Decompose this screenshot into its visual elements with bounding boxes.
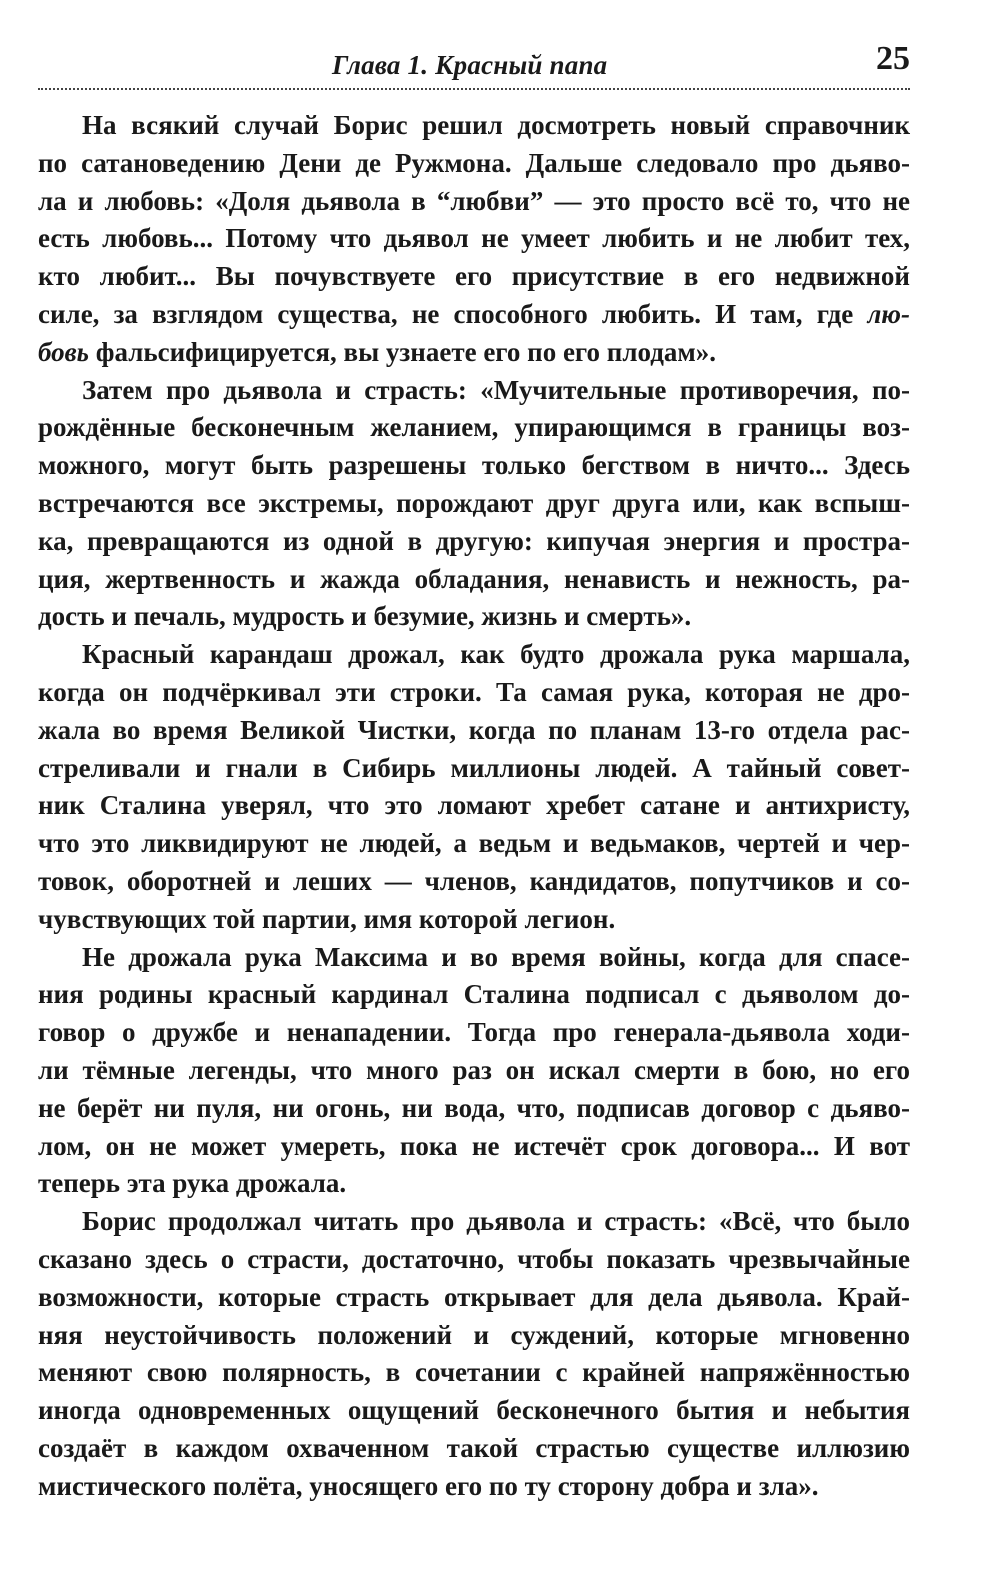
text-line: меняют свою полярность, в сочетании с крайней напряжённостью bbox=[38, 1357, 910, 1388]
text-line: чувствующих той партии, имя которой легион. bbox=[38, 903, 616, 934]
page-header bbox=[38, 38, 910, 90]
text-line: возможности, которые страсть открывает для дела дьявола. Край- bbox=[38, 1281, 910, 1312]
running-title: Глава 1. Красный папа bbox=[332, 50, 608, 80]
text-line: мистического полёта, уносящего его по ту сторону добра и зла». bbox=[38, 1470, 819, 1501]
text-line: кто любит... Вы почувствуете его присутствие в его недвижной bbox=[38, 261, 910, 292]
text-line: создаёт в каждом охваченном такой страстью существе иллюзию bbox=[38, 1432, 910, 1463]
text-line: можного, могут быть разрешены только бегством в ничто... Здесь bbox=[38, 450, 910, 481]
text-line: ли тёмные легенды, что много раз он искал смерти в бою, но его bbox=[38, 1054, 910, 1085]
text-line: когда он подчёркивал эти строки. Та самая рука, которая не дро- bbox=[38, 676, 910, 707]
text-line: рождённые бесконечным желанием, упирающимся в границы воз- bbox=[38, 412, 910, 443]
italic-fragment: бовь bbox=[38, 336, 90, 367]
text-line: Красный карандаш дрожал, как будто дрожала рука маршала, bbox=[82, 639, 910, 670]
text-line: по сатановедению Дени де Ружмона. Дальше следовало про дьяво- bbox=[38, 147, 910, 178]
paragraph-4 bbox=[38, 939, 910, 1204]
text-fragment: силе, за взглядом существа, не способного любить. И там, где bbox=[38, 298, 868, 329]
text-line: товок, оборотней и леших — членов, кандидатов, попутчиков и со- bbox=[38, 865, 910, 896]
text-line: Борис продолжал читать про дьявола и страсть: «Всё, что было bbox=[82, 1206, 910, 1237]
text-fragment: фальсифицируется, вы узнаете его по его плодам». bbox=[89, 336, 716, 367]
text-line: Не дрожала рука Максима и во время войны, когда для спасе- bbox=[82, 941, 910, 972]
text-line bbox=[38, 334, 910, 372]
text-line: теперь эта рука дрожала. bbox=[38, 1168, 347, 1199]
page-number: 25 bbox=[876, 40, 910, 77]
text-line: ция, жертвенность и жажда обладания, ненависть и нежность, ра- bbox=[38, 563, 910, 594]
text-line: ния родины красный кардинал Сталина подписал с дьяволом до- bbox=[38, 979, 910, 1010]
text-line: Затем про дьявола и страсть: «Мучительные противоречия, по- bbox=[82, 374, 910, 405]
text-line: ла и любовь: «Доля дьявола в “любви” — это просто всё то, что не bbox=[38, 185, 910, 216]
text-line: На всякий случай Борис решил досмотреть новый справочник bbox=[82, 110, 910, 140]
text-line: ка, превращаются из одной в другую: кипучая энергия и простра- bbox=[38, 525, 910, 556]
text-line: сказано здесь о страсти, достаточно, чтобы показать чрезвычайные bbox=[38, 1243, 910, 1274]
body-text bbox=[38, 107, 910, 1505]
text-line: дость и печаль, мудрость и безумие, жизнь и смерть». bbox=[38, 601, 692, 632]
italic-fragment: лю- bbox=[867, 298, 910, 329]
header-divider bbox=[38, 88, 910, 90]
paragraph-2 bbox=[38, 372, 910, 637]
text-line: жала во время Великой Чистки, когда по планам 13-го отдела рас- bbox=[38, 714, 910, 745]
text-line: лом, он не может умереть, пока не истечёт срок договора... И вот bbox=[38, 1130, 910, 1161]
text-line: ник Сталина уверял, что это ломают хребет сатане и антихристу, bbox=[38, 790, 910, 821]
paragraph-3 bbox=[38, 636, 910, 938]
text-line: стреливали и гнали в Сибирь миллионы людей. А тайный совет- bbox=[38, 752, 910, 783]
text-line: няя неустойчивость положений и суждений, которые мгновенно bbox=[38, 1319, 910, 1350]
text-line: говор о дружбе и ненападении. Тогда про генерала-дьявола ходи- bbox=[38, 1017, 910, 1048]
text-line: есть любовь... Потому что дьявол не умеет любить и не любит тех, bbox=[38, 223, 910, 254]
text-line bbox=[38, 296, 910, 334]
text-line: не берёт ни пуля, ни огонь, ни вода, что, подписав договор с дьяво- bbox=[38, 1092, 910, 1123]
text-line: встречаются все экстремы, порождают друг друга или, как вспыш- bbox=[38, 487, 910, 518]
text-line: иногда одновременных ощущений бесконечного бытия и небытия bbox=[38, 1395, 910, 1426]
paragraph-5 bbox=[38, 1203, 910, 1505]
paragraph-1 bbox=[38, 107, 910, 372]
text-line: что это ликвидируют не людей, а ведьм и ведьмаков, чертей и чер- bbox=[38, 828, 910, 859]
